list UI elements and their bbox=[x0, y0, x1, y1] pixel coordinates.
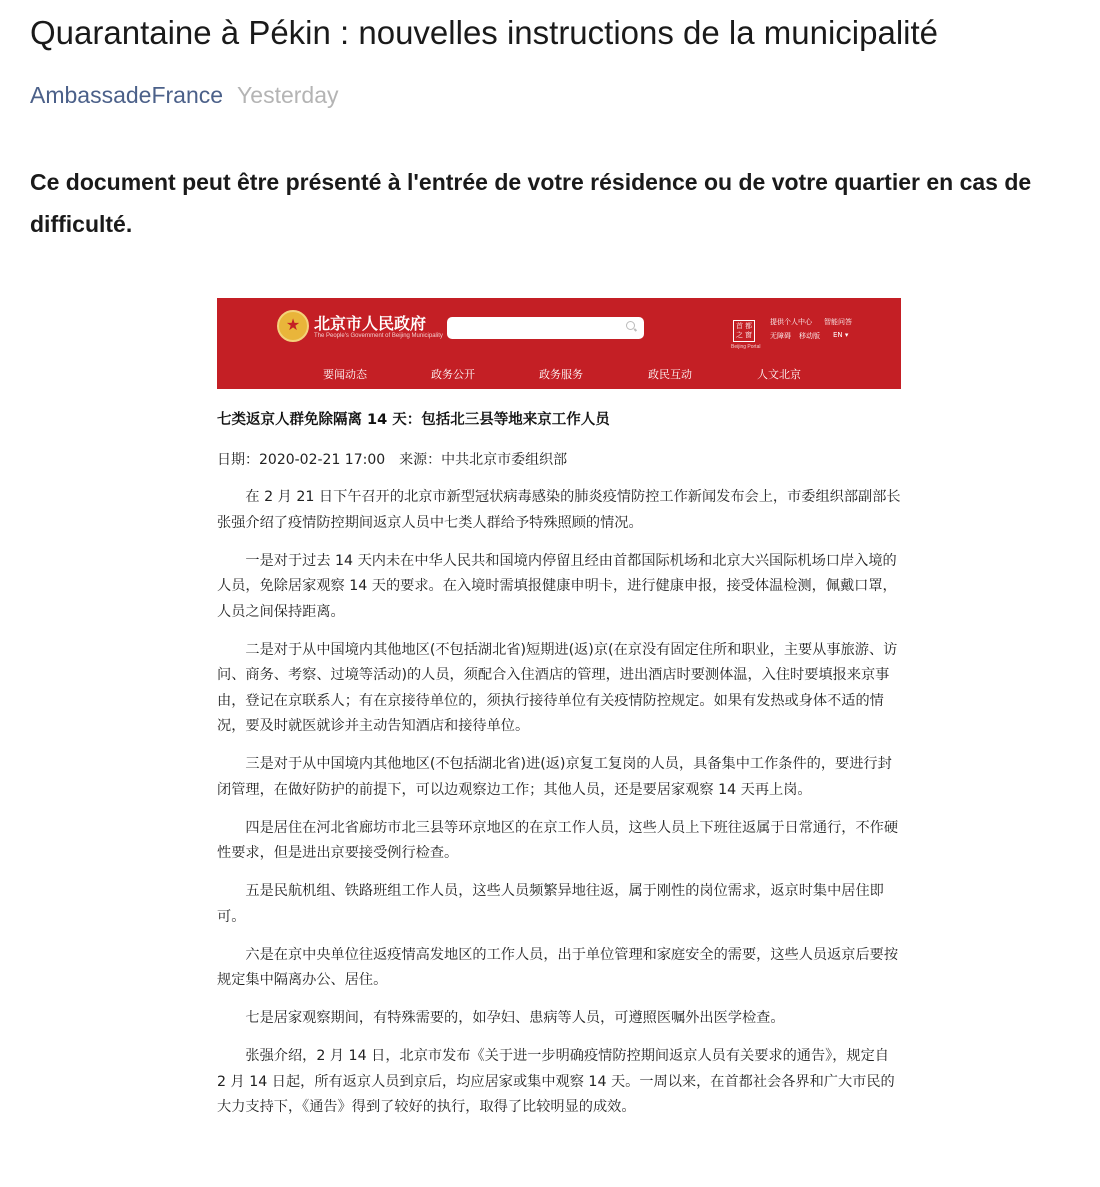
embedded-screenshot bbox=[217, 298, 901, 1115]
nav-item-interaction[interactable]: 政民互动 bbox=[648, 368, 692, 381]
document-paragraph: 五是民航机组、铁路班组工作人员，这些人员频繁异地往返，属于刚性的岗位需求，返京时集中居住即可。 bbox=[217, 883, 884, 925]
capital-window-caption: Beijing Portal bbox=[731, 344, 761, 350]
nav-item-culture[interactable]: 人文北京 bbox=[757, 368, 801, 381]
site-banner bbox=[217, 298, 901, 389]
lead-paragraph: Ce document peut être présenté à l'entrée de votre résidence ou de votre quartier en cas de difficulté. bbox=[30, 169, 1032, 237]
search-input[interactable] bbox=[447, 317, 644, 339]
smart-qa-link[interactable]: 智能问答 bbox=[824, 318, 852, 326]
nav-item-news[interactable]: 要闻动态 bbox=[323, 368, 367, 381]
document-paragraph: 二是对于从中国境内其他地区(不包括湖北省)短期进(返)京(在京没有固定住所和职业，主要从事旅游、访问、商务、考察、过境等活动)的人员，须配合入住酒店的管理，进出酒店时要测体温，入住时要填报来京事由，登记在京联系人；有在京接待单位的，须执行接待单位有关疫情防控规定。如果有发热或身体不适的情况，要及时就医就诊并主动告知酒店和接待单位。 bbox=[217, 641, 898, 734]
document-title: 七类返京人群免除隔离 14 天：包括北三县等地来京工作人员 bbox=[217, 412, 610, 428]
nav-item-open-government[interactable]: 政务公开 bbox=[431, 368, 475, 381]
document-paragraph: 六是在京中央单位往返疫情高发地区的工作人员，出于单位管理和家庭安全的需要，这些人员返京后要按规定集中隔离办公、居住。 bbox=[217, 946, 899, 988]
nav-item-services[interactable]: 政务服务 bbox=[539, 368, 583, 381]
national-emblem-icon bbox=[277, 310, 309, 342]
document-body bbox=[217, 485, 901, 1133]
document-paragraph: 三是对于从中国境内其他地区(不包括湖北省)进(返)京复工复岗的人员，具备集中工作条件的，要进行封闭管理，在做好防护的前提下，可以边观察边工作；其他人员，还是要居家观察 14 天再上岗。 bbox=[217, 756, 892, 798]
site-subtitle: The People's Government of Beijing Municipality bbox=[314, 333, 443, 339]
search-icon[interactable] bbox=[626, 321, 635, 330]
document-paragraph: 在 2 月 21 日下午召开的北京市新型冠状病毒感染的肺炎疫情防控工作新闻发布会上，市委组织部副部长张强介绍了疫情防控期间返京人员中七类人群给予特殊照顾的情况。 bbox=[217, 489, 901, 531]
barrier-free-link[interactable]: 无障碍 bbox=[770, 332, 791, 340]
capital-window-logo: 首 都 之 窗 bbox=[733, 320, 755, 342]
mobile-link[interactable]: 移动版 bbox=[799, 332, 820, 340]
main-nav bbox=[217, 366, 901, 386]
document-meta: 日期：2020-02-21 17:00 来源：中共北京市委组织部 bbox=[217, 452, 568, 468]
site-name: 北京市人民政府 bbox=[314, 314, 427, 333]
document-paragraph: 七是居家观察期间，有特殊需要的，如孕妇、患病等人员，可遵照医嘱外出医学检查。 bbox=[245, 1010, 785, 1026]
document-paragraph: 张强介绍，2 月 14 日，北京市发布《关于进一步明确疫情防控期间返京人员有关要求的通告》，规定自 2 月 14 日起，所有返京人员到京后，均应居家或集中观察 14 天。一周以来，在首都社会各界和广大市民的大力支持下，《通告》得到了较好的执行，取得了比较明显的成效。 bbox=[217, 1048, 895, 1115]
document-paragraph: 一是对于过去 14 天内未在中华人民共和国境内停留且经由首都国际机场和北京大兴国际机场口岸入境的人员，免除居家观察 14 天的要求。在入境时需填报健康申明卡，进行健康申报，接受体温检测，佩戴口罩，人员之间保持距离。 bbox=[217, 552, 897, 620]
personal-center-link[interactable]: 提供个人中心 bbox=[770, 318, 812, 326]
language-select[interactable]: EN ▾ bbox=[833, 331, 849, 339]
document-paragraph: 四是居住在河北省廊坊市北三县等环京地区的在京工作人员，这些人员上下班往返属于日常通行，不作硬性要求，但是进出京要接受例行检查。 bbox=[217, 819, 899, 861]
article-meta bbox=[30, 82, 339, 109]
publish-date: Yesterday bbox=[237, 82, 339, 108]
author-link[interactable]: AmbassadeFrance bbox=[30, 82, 224, 108]
article-title: Quarantaine à Pékin : nouvelles instructions de la municipalité bbox=[30, 14, 939, 51]
